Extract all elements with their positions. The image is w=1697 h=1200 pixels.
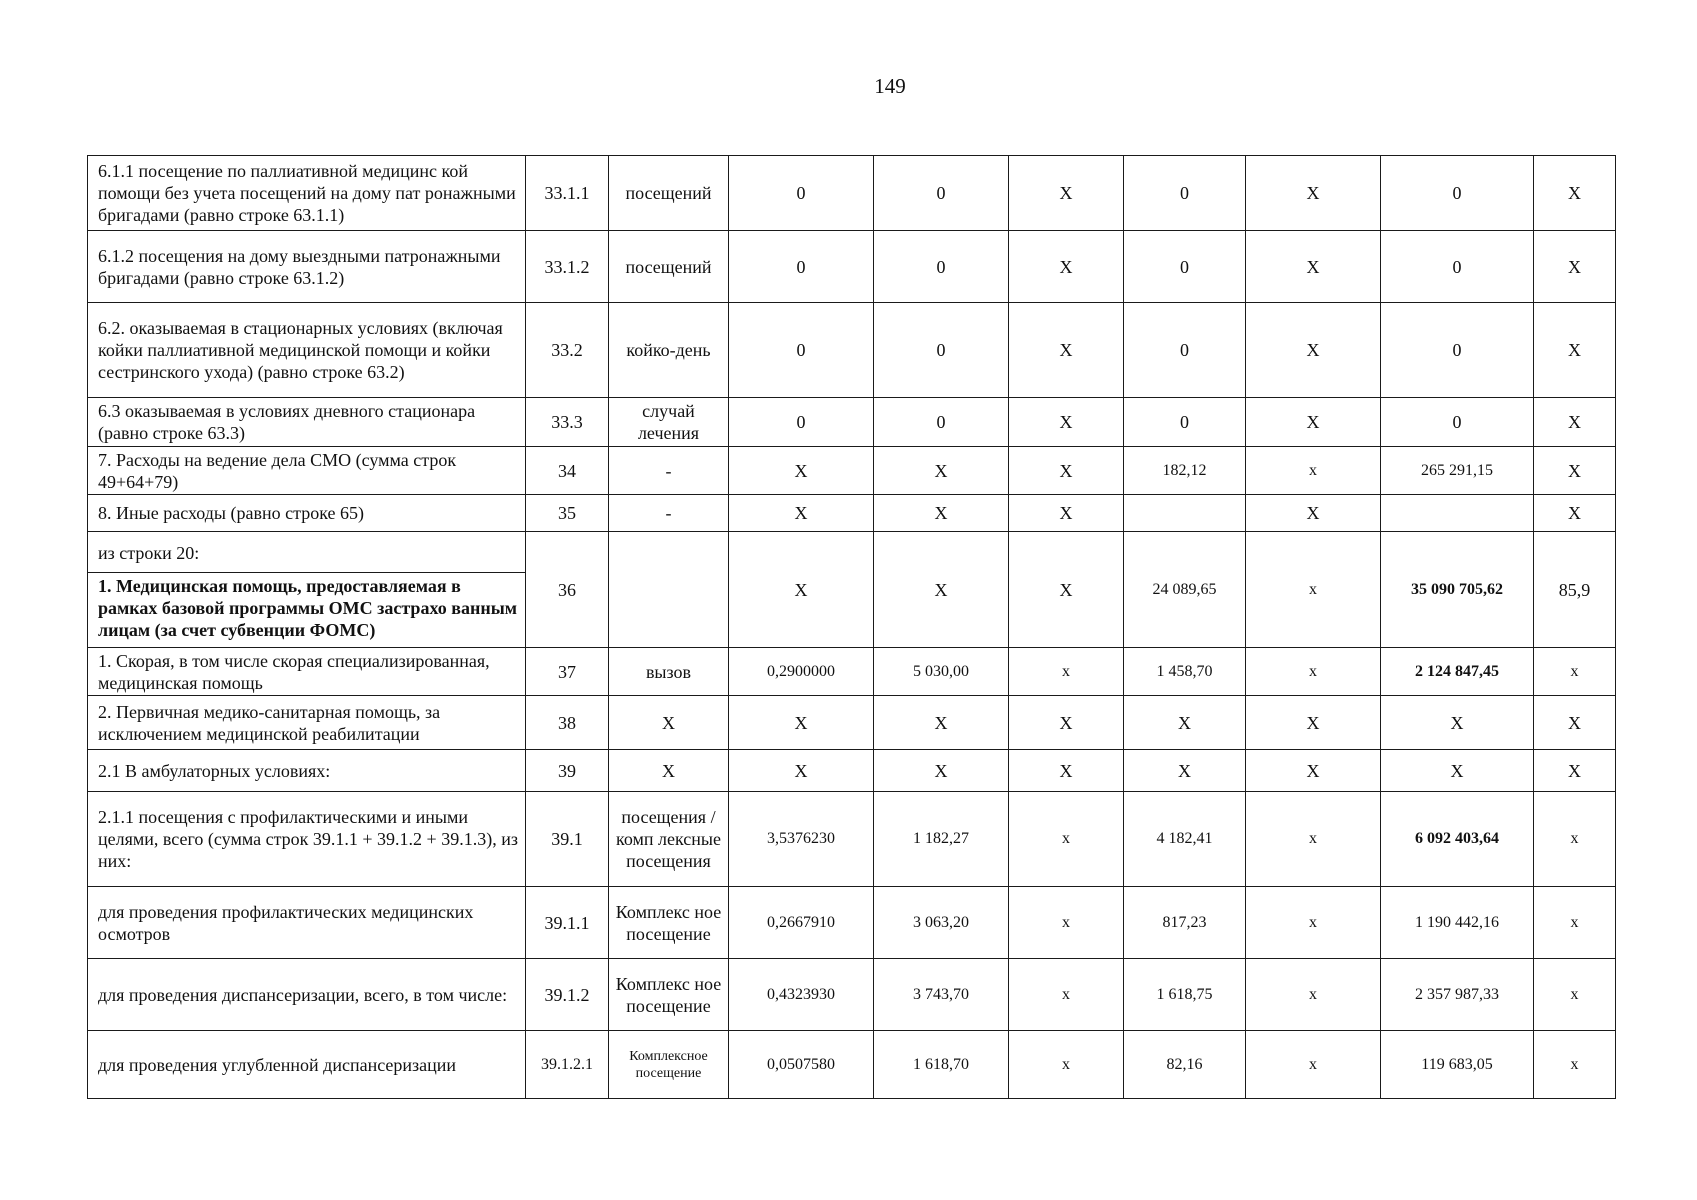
cell-col2: X: [874, 532, 1009, 648]
row-code: 39.1: [526, 792, 609, 887]
row-code: 39: [526, 750, 609, 792]
row-description: для проведения профилактических медицинских осмотров: [88, 887, 526, 959]
cell-col5: x: [1246, 532, 1381, 648]
row-description: 6.1.1 посещение по паллиативной медицинс кой помощи без учета посещений на дому пат ронажными бригадами (равно строке 63.1.1): [88, 156, 526, 231]
page-number: 149: [874, 74, 906, 98]
row-description: 6.3 оказываемая в условиях дневного стационара (равно строке 63.3): [88, 398, 526, 447]
row-unit: Комплексное посещение: [609, 1031, 729, 1099]
cell-col6: 1 190 442,16: [1381, 887, 1534, 959]
cell-col1: X: [729, 750, 874, 792]
cell-col4: 817,23: [1124, 887, 1246, 959]
cell-col2: 1 182,27: [874, 792, 1009, 887]
cell-col6: 2 124 847,45: [1381, 648, 1534, 696]
row-description: 2. Первичная медико-санитарная помощь, за исключением медицинской реабилитации: [88, 696, 526, 750]
cell-col5: X: [1246, 696, 1381, 750]
cell-col3: x: [1009, 792, 1124, 887]
cell-col3: X: [1009, 696, 1124, 750]
table-row: [88, 792, 1616, 887]
cell-col5: x: [1246, 959, 1381, 1031]
cell-col3: X: [1009, 495, 1124, 532]
table-row: [88, 495, 1616, 532]
cell-col4: 0: [1124, 156, 1246, 231]
cell-col5: X: [1246, 231, 1381, 303]
cell-col7: x: [1534, 792, 1616, 887]
cell-col2: 0: [874, 156, 1009, 231]
table-row: [88, 1031, 1616, 1099]
cell-col3: X: [1009, 303, 1124, 398]
cell-col2: X: [874, 447, 1009, 495]
cell-col1: X: [729, 696, 874, 750]
row-code: 36: [526, 532, 609, 648]
cell-col6: 6 092 403,64: [1381, 792, 1534, 887]
cell-col6: 0: [1381, 398, 1534, 447]
cell-col1: 0: [729, 398, 874, 447]
table-row: [88, 303, 1616, 398]
row-description: 1. Скорая, в том числе скорая специализированная, медицинская помощь: [88, 648, 526, 696]
cell-col4: 1 458,70: [1124, 648, 1246, 696]
row-description: 6.2. оказываемая в стационарных условиях (включая койки паллиативной медицинской помощи и койки сестринского ухода) (равно строке 63.2): [88, 303, 526, 398]
row-unit: Комплекс ное посещение: [609, 887, 729, 959]
row-description: 2.1.1 посещения с профилактическими и иными целями, всего (сумма строк 39.1.1 + 39.1.2 + 39.1.3), из них:: [88, 792, 526, 887]
cell-col6: 2 357 987,33: [1381, 959, 1534, 1031]
cell-col6: 119 683,05: [1381, 1031, 1534, 1099]
row-unit: X: [609, 750, 729, 792]
row-unit: -: [609, 495, 729, 532]
cell-col5: x: [1246, 792, 1381, 887]
cell-col2: 5 030,00: [874, 648, 1009, 696]
row-code: 33.1.2: [526, 231, 609, 303]
cell-col6: X: [1381, 696, 1534, 750]
row-code: 39.1.1: [526, 887, 609, 959]
table-row: [88, 959, 1616, 1031]
cell-col1: 0,2667910: [729, 887, 874, 959]
row-description: 7. Расходы на ведение дела СМО (сумма строк 49+64+79): [88, 447, 526, 495]
cell-col7: X: [1534, 231, 1616, 303]
row-code: 37: [526, 648, 609, 696]
table-row: [88, 447, 1616, 495]
cell-col3: X: [1009, 750, 1124, 792]
cell-col7: X: [1534, 495, 1616, 532]
cell-col4: 182,12: [1124, 447, 1246, 495]
row-unit: X: [609, 696, 729, 750]
row-code: 35: [526, 495, 609, 532]
cell-col7: x: [1534, 648, 1616, 696]
cell-col1: X: [729, 447, 874, 495]
cell-col3: X: [1009, 156, 1124, 231]
cell-col4: X: [1124, 696, 1246, 750]
cell-col7: X: [1534, 398, 1616, 447]
cell-col7: X: [1534, 447, 1616, 495]
row-description: [88, 532, 526, 648]
cell-col7: X: [1534, 156, 1616, 231]
cell-col6: 0: [1381, 303, 1534, 398]
cell-col5: X: [1246, 750, 1381, 792]
table-row: [88, 231, 1616, 303]
cell-col7: X: [1534, 303, 1616, 398]
table-row: [88, 750, 1616, 792]
cell-col3: x: [1009, 648, 1124, 696]
row-code: 39.1.2.1: [526, 1031, 609, 1099]
cell-col4: 82,16: [1124, 1031, 1246, 1099]
cell-col5: x: [1246, 447, 1381, 495]
row-description: 2.1 В амбулаторных условиях:: [88, 750, 526, 792]
section-intro: из строки 20:: [98, 543, 200, 563]
cell-col7: X: [1534, 750, 1616, 792]
cell-col7: 85,9: [1534, 532, 1616, 648]
row-unit: посещения /комп лексные посещения: [609, 792, 729, 887]
row-unit: -: [609, 447, 729, 495]
cell-col4: 4 182,41: [1124, 792, 1246, 887]
row-description: 6.1.2 посещения на дому выездными патронажными бригадами (равно строке 63.1.2): [88, 231, 526, 303]
cell-col4: 0: [1124, 303, 1246, 398]
cell-col6: 35 090 705,62: [1381, 532, 1534, 648]
cell-col1: 0: [729, 231, 874, 303]
cell-col7: x: [1534, 887, 1616, 959]
row-code: 38: [526, 696, 609, 750]
cell-col5: X: [1246, 495, 1381, 532]
table-row: [88, 696, 1616, 750]
cell-col5: x: [1246, 648, 1381, 696]
cell-col1: 0,2900000: [729, 648, 874, 696]
cell-col7: x: [1534, 959, 1616, 1031]
row-unit: посещений: [609, 156, 729, 231]
table-row: [88, 648, 1616, 696]
row-code: 34: [526, 447, 609, 495]
row-unit: посещений: [609, 231, 729, 303]
table-row: [88, 398, 1616, 447]
cell-col1: X: [729, 495, 874, 532]
cell-col3: X: [1009, 532, 1124, 648]
row-code: 33.3: [526, 398, 609, 447]
cell-col4: [1124, 495, 1246, 532]
row-unit: вызов: [609, 648, 729, 696]
cell-col6: 0: [1381, 231, 1534, 303]
row-unit: койко-день: [609, 303, 729, 398]
cell-col2: X: [874, 495, 1009, 532]
cell-col1: 3,5376230: [729, 792, 874, 887]
cell-col5: x: [1246, 1031, 1381, 1099]
row-description: для проведения углубленной диспансеризации: [88, 1031, 526, 1099]
section-heading: 1. Медицинская помощь, предоставляемая в рамках базовой программы ОМС застрахо ванным лицам (за счет субвенции ФОМС): [88, 572, 525, 643]
cell-col6: 0: [1381, 156, 1534, 231]
cell-col7: X: [1534, 696, 1616, 750]
cell-col3: X: [1009, 398, 1124, 447]
row-description: для проведения диспансеризации, всего, в том числе:: [88, 959, 526, 1031]
cell-col2: 3 063,20: [874, 887, 1009, 959]
cell-col3: X: [1009, 231, 1124, 303]
cell-col4: 24 089,65: [1124, 532, 1246, 648]
cell-col4: 0: [1124, 231, 1246, 303]
cell-col7: x: [1534, 1031, 1616, 1099]
cell-col6: 265 291,15: [1381, 447, 1534, 495]
cell-col4: 1 618,75: [1124, 959, 1246, 1031]
row-code: 33.2: [526, 303, 609, 398]
cell-col2: 0: [874, 398, 1009, 447]
cell-col2: X: [874, 696, 1009, 750]
cell-col3: X: [1009, 447, 1124, 495]
table-row: [88, 887, 1616, 959]
table-row: [88, 156, 1616, 231]
data-table: [87, 155, 1616, 1099]
cell-col1: 0: [729, 156, 874, 231]
cell-col5: X: [1246, 156, 1381, 231]
cell-col1: 0,4323930: [729, 959, 874, 1031]
cell-col3: x: [1009, 959, 1124, 1031]
cell-col1: X: [729, 532, 874, 648]
row-code: 39.1.2: [526, 959, 609, 1031]
cell-col3: x: [1009, 1031, 1124, 1099]
row-code: 33.1.1: [526, 156, 609, 231]
cell-col3: x: [1009, 887, 1124, 959]
cell-col6: X: [1381, 750, 1534, 792]
row-unit: случай лечения: [609, 398, 729, 447]
cell-col2: 3 743,70: [874, 959, 1009, 1031]
row-unit: [609, 532, 729, 648]
table-row: [88, 532, 1616, 648]
cell-col1: 0,0507580: [729, 1031, 874, 1099]
cell-col4: X: [1124, 750, 1246, 792]
cell-col2: 0: [874, 231, 1009, 303]
cell-col4: 0: [1124, 398, 1246, 447]
cell-col6: [1381, 495, 1534, 532]
cell-col5: X: [1246, 303, 1381, 398]
cell-col1: 0: [729, 303, 874, 398]
cell-col5: x: [1246, 887, 1381, 959]
cell-col2: 0: [874, 303, 1009, 398]
cell-col2: X: [874, 750, 1009, 792]
row-unit: Комплекс ное посещение: [609, 959, 729, 1031]
cell-col2: 1 618,70: [874, 1031, 1009, 1099]
cell-col5: X: [1246, 398, 1381, 447]
row-description: 8. Иные расходы (равно строке 65): [88, 495, 526, 532]
